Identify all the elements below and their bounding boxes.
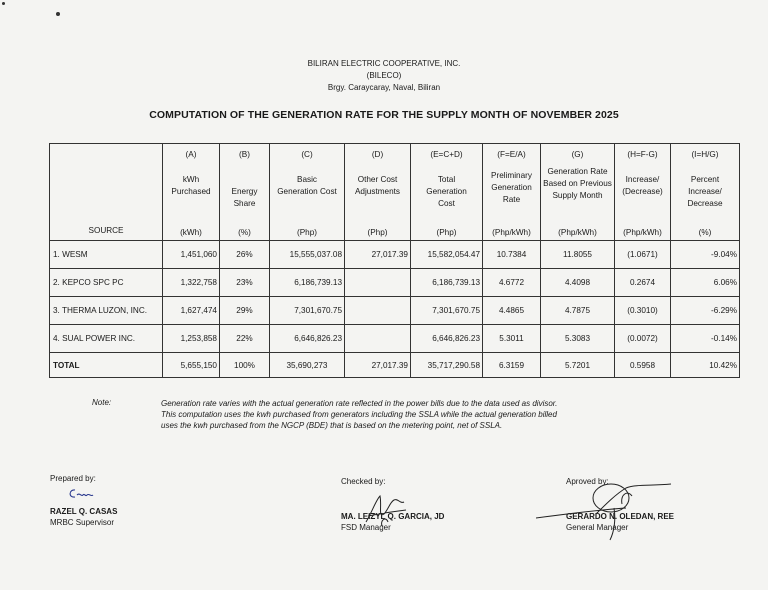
prev-rate-cell: 4.4098 <box>541 269 615 297</box>
column-header: (H=F-G) Increase/ (Decrease) (Php/kWh) <box>615 144 671 241</box>
kwh-cell: 1,451,060 <box>163 241 220 269</box>
table-row <box>50 325 740 353</box>
column-header: (B) Energy Share (%) <box>220 144 270 241</box>
prelim-rate-cell: 5.3011 <box>483 325 541 353</box>
checked-by-label: Checked by: <box>341 477 386 486</box>
checker-position: FSD Manager <box>341 523 391 532</box>
source-cell: 3. THERMA LUZON, INC. <box>50 297 163 325</box>
prev-rate-cell: 4.7875 <box>541 297 615 325</box>
other-cost-cell: 27,017.39 <box>345 241 411 269</box>
prev-rate-cell: 11.8055 <box>541 241 615 269</box>
share-cell: 26% <box>220 241 270 269</box>
org-acronym: (BILECO) <box>366 71 402 80</box>
source-cell: 4. SUAL POWER INC. <box>50 325 163 353</box>
column-header: (I=H/G) Percent Increase/ Decrease (%) <box>671 144 740 241</box>
percent-cell: 6.06% <box>671 269 740 297</box>
table-row <box>50 297 740 325</box>
share-cell: 29% <box>220 297 270 325</box>
kwh-cell: 1,322,758 <box>163 269 220 297</box>
total-row <box>50 353 740 378</box>
basic-cost-cell: 15,555,037.08 <box>270 241 345 269</box>
source-cell: 1. WESM <box>50 241 163 269</box>
document-title: COMPUTATION OF THE GENERATION RATE FOR THE SUPPLY MONTH OF NOVEMBER 2025 <box>149 109 619 121</box>
percent-cell: 10.42% <box>671 353 740 378</box>
total-cost-cell: 6,646,826.23 <box>411 325 483 353</box>
source-cell: 2. KEPCO SPC PC <box>50 269 163 297</box>
source-header: SOURCE <box>50 144 163 241</box>
basic-cost-cell: 6,186,739.13 <box>270 269 345 297</box>
percent-cell: -6.29% <box>671 297 740 325</box>
column-header: (E=C+D) Total Generation Cost (Php) <box>411 144 483 241</box>
kwh-cell: 5,655,150 <box>163 353 220 378</box>
checker-name: MA. LEIZYL Q. GARCIA, JD <box>341 512 445 521</box>
percent-cell: -0.14% <box>671 325 740 353</box>
approver-position: General Manager <box>566 523 629 532</box>
share-cell: 22% <box>220 325 270 353</box>
prev-rate-cell: 5.7201 <box>541 353 615 378</box>
generation-rate-table <box>49 143 740 378</box>
increase-cell: (0.0072) <box>615 325 671 353</box>
total-cost-cell: 35,717,290.58 <box>411 353 483 378</box>
checker-signature-icon <box>360 492 410 532</box>
note-line: uses the kwh purchased from the NGCP (BDE) that is based on the metering point, net of SSLA. <box>161 421 503 430</box>
note-line: Generation rate varies with the actual generation rate reflected in the power bills due to the data used as divisor. <box>161 399 558 408</box>
approved-by-label: Aproved by: <box>566 477 609 486</box>
prelim-rate-cell: 6.3159 <box>483 353 541 378</box>
prepared-by-label: Prepared by: <box>50 474 96 483</box>
percent-cell: -9.04% <box>671 241 740 269</box>
kwh-cell: 1,253,858 <box>163 325 220 353</box>
other-cost-cell: 27,017.39 <box>345 353 411 378</box>
note-line: This computation uses the kwh purchased from generators including the SSLA while the actual generation billed <box>161 410 557 419</box>
total-cost-cell: 6,186,739.13 <box>411 269 483 297</box>
note-label: Note: <box>92 398 112 407</box>
increase-cell: (1.0671) <box>615 241 671 269</box>
note-text <box>161 398 721 431</box>
approver-signature-icon <box>536 474 676 544</box>
share-cell: 100% <box>220 353 270 378</box>
share-cell: 23% <box>220 269 270 297</box>
org-address: Brgy. Caraycaray, Naval, Biliran <box>327 83 441 92</box>
total-cost-cell: 7,301,670.75 <box>411 297 483 325</box>
increase-cell: (0.3010) <box>615 297 671 325</box>
column-header: (F=E/A) Preliminary Generation Rate (Php/kWh) <box>483 144 541 241</box>
increase-cell: 0.2674 <box>615 269 671 297</box>
prelim-rate-cell: 4.4865 <box>483 297 541 325</box>
column-header: (C) Basic Generation Cost (Php) <box>270 144 345 241</box>
approver-name: GERARDO N. OLEDAN, REE <box>566 512 675 521</box>
basic-cost-cell: 35,690,273 <box>270 353 345 378</box>
table-header-row <box>50 144 740 241</box>
basic-cost-cell: 6,646,826.23 <box>270 325 345 353</box>
preparer-signature-icon <box>66 487 100 501</box>
increase-cell: 0.5958 <box>615 353 671 378</box>
scan-speck <box>2 2 5 5</box>
column-header: (G) Generation Rate Based on Previous Supply Month (Php/kWh) <box>541 144 615 241</box>
other-cost-cell <box>345 325 411 353</box>
preparer-name: RAZEL Q. CASAS <box>50 507 118 516</box>
other-cost-cell <box>345 297 411 325</box>
table-row <box>50 269 740 297</box>
column-header: (D) Other Cost Adjustments (Php) <box>345 144 411 241</box>
basic-cost-cell: 7,301,670.75 <box>270 297 345 325</box>
prev-rate-cell: 5.3083 <box>541 325 615 353</box>
preparer-position: MRBC Supervisor <box>50 518 115 527</box>
column-header: (A) kWh Purchased (kWh) <box>163 144 220 241</box>
scan-speck <box>56 12 60 16</box>
prelim-rate-cell: 4.6772 <box>483 269 541 297</box>
kwh-cell: 1,627,474 <box>163 297 220 325</box>
prelim-rate-cell: 10.7384 <box>483 241 541 269</box>
org-name: BILIRAN ELECTRIC COOPERATIVE, INC. <box>307 59 461 68</box>
table-row <box>50 241 740 269</box>
total-cost-cell: 15,582,054.47 <box>411 241 483 269</box>
total-label: TOTAL <box>50 353 163 378</box>
other-cost-cell <box>345 269 411 297</box>
